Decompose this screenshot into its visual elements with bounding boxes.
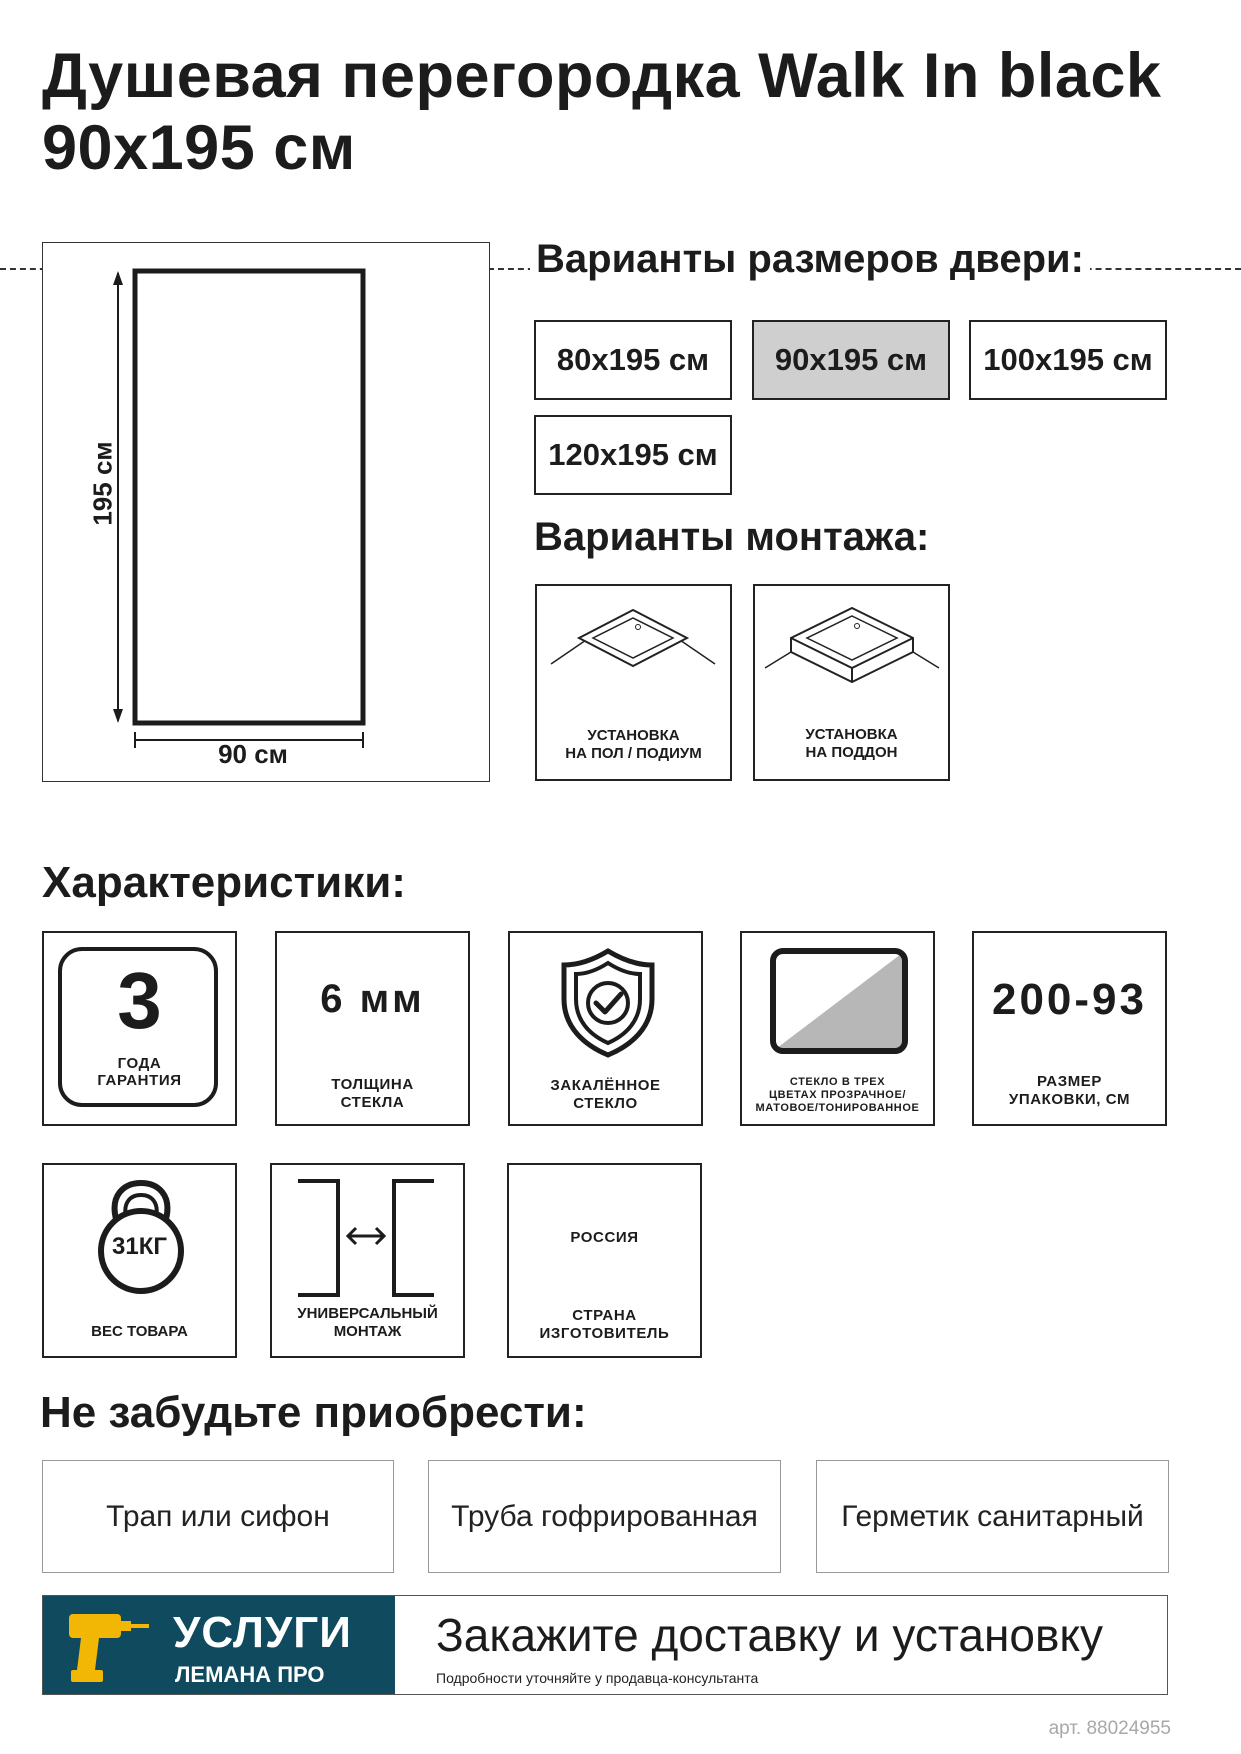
spec-universal-mount <box>270 1163 465 1358</box>
size-option-120[interactable]: 120х195 см <box>534 415 732 495</box>
specs-heading: Характеристики: <box>42 858 406 907</box>
width-dimension-label: 90 см <box>218 739 288 769</box>
buy-item-corrugated-pipe[interactable]: Труба гофрированная <box>428 1460 781 1573</box>
buy-heading: Не забудьте приобрести: <box>40 1388 587 1437</box>
country-value: РОССИЯ <box>570 1229 639 1246</box>
tempered-label-2: СТЕКЛО <box>573 1095 638 1112</box>
thickness-value: 6 мм <box>320 977 425 1021</box>
country-label-1: СТРАНА <box>572 1307 637 1324</box>
universal-label-2: МОНТАЖ <box>333 1323 402 1340</box>
services-banner-title: УСЛУГИ <box>173 1608 352 1657</box>
article-number: арт. 88024955 <box>1048 1718 1171 1739</box>
size-option-80[interactable]: 80х195 см <box>534 320 732 400</box>
glass-colors-label-1: СТЕКЛО В ТРЕХ <box>789 1076 886 1088</box>
package-label-2: УПАКОВКИ, СМ <box>1008 1091 1131 1108</box>
spec-warranty <box>42 931 237 1126</box>
spec-package-size <box>972 931 1167 1126</box>
tempered-label-1: ЗАКАЛЁННОЕ <box>550 1077 661 1094</box>
services-banner[interactable] <box>42 1595 1168 1695</box>
glass-colors-icon <box>769 947 909 1057</box>
weight-label: ВЕС ТОВАРА <box>91 1323 188 1340</box>
country-label-2: ИЗГОТОВИТЕЛЬ <box>539 1325 670 1342</box>
floor-mount-icon <box>537 586 730 696</box>
services-banner-brand-block <box>43 1596 395 1694</box>
package-label-1: РАЗМЕР <box>1036 1073 1103 1090</box>
warranty-label-1: ГОДА <box>117 1055 162 1072</box>
thickness-label-2: СТЕКЛА <box>340 1094 405 1111</box>
services-banner-note: Подробности уточняйте у продавца-консультанта <box>436 1670 759 1686</box>
spec-glass-colors <box>740 931 935 1126</box>
dimension-diagram <box>42 242 490 782</box>
warranty-label-2: ГАРАНТИЯ <box>97 1072 182 1089</box>
buy-item-drain[interactable]: Трап или сифон <box>42 1460 394 1573</box>
size-option-100[interactable]: 100х195 см <box>969 320 1167 400</box>
universal-label-1: УНИВЕРСАЛЬНЫЙ <box>297 1305 438 1322</box>
size-option-90[interactable]: 90х195 см <box>752 320 950 400</box>
universal-mount-icon <box>298 1177 438 1307</box>
weight-value: 31КГ <box>112 1233 167 1260</box>
spec-tempered-glass <box>508 931 703 1126</box>
services-banner-subtitle: ЛЕМАНА ПРО <box>175 1662 325 1687</box>
spec-weight <box>42 1163 237 1358</box>
buy-item-sealant[interactable]: Герметик санитарный <box>816 1460 1169 1573</box>
package-size-value: 200-93 <box>991 975 1147 1024</box>
shield-check-icon <box>558 947 658 1059</box>
warranty-value: 3 <box>117 956 162 1045</box>
mount-floor-label-2: НА ПОЛ / ПОДИУМ <box>565 745 702 762</box>
mount-option-floor[interactable] <box>535 584 732 781</box>
mount-option-tray[interactable] <box>753 584 950 781</box>
mount-tray-label-2: НА ПОДДОН <box>805 744 898 761</box>
mount-tray-label-1: УСТАНОВКА <box>805 726 898 743</box>
spec-thickness <box>275 931 470 1126</box>
tray-mount-icon <box>755 586 948 696</box>
mount-options-heading: Варианты монтажа: <box>534 515 930 559</box>
size-options-heading: Варианты размеров двери: <box>530 236 1090 282</box>
height-dimension-label: 195 см <box>87 441 118 526</box>
drill-icon <box>65 1608 155 1688</box>
services-banner-headline: Закажите доставку и установку <box>436 1609 1104 1661</box>
page-title: Душевая перегородка Walk In black 90х195 см <box>42 41 1162 183</box>
spec-country <box>507 1163 702 1358</box>
mount-floor-label-1: УСТАНОВКА <box>587 727 680 744</box>
thickness-label-1: ТОЛЩИНА <box>331 1076 414 1093</box>
glass-colors-label-2: ЦВЕТАХ ПРОЗРАЧНОЕ/ <box>768 1089 907 1101</box>
glass-colors-label-3: МАТОВОЕ/ТОНИРОВАННОЕ <box>755 1102 920 1114</box>
